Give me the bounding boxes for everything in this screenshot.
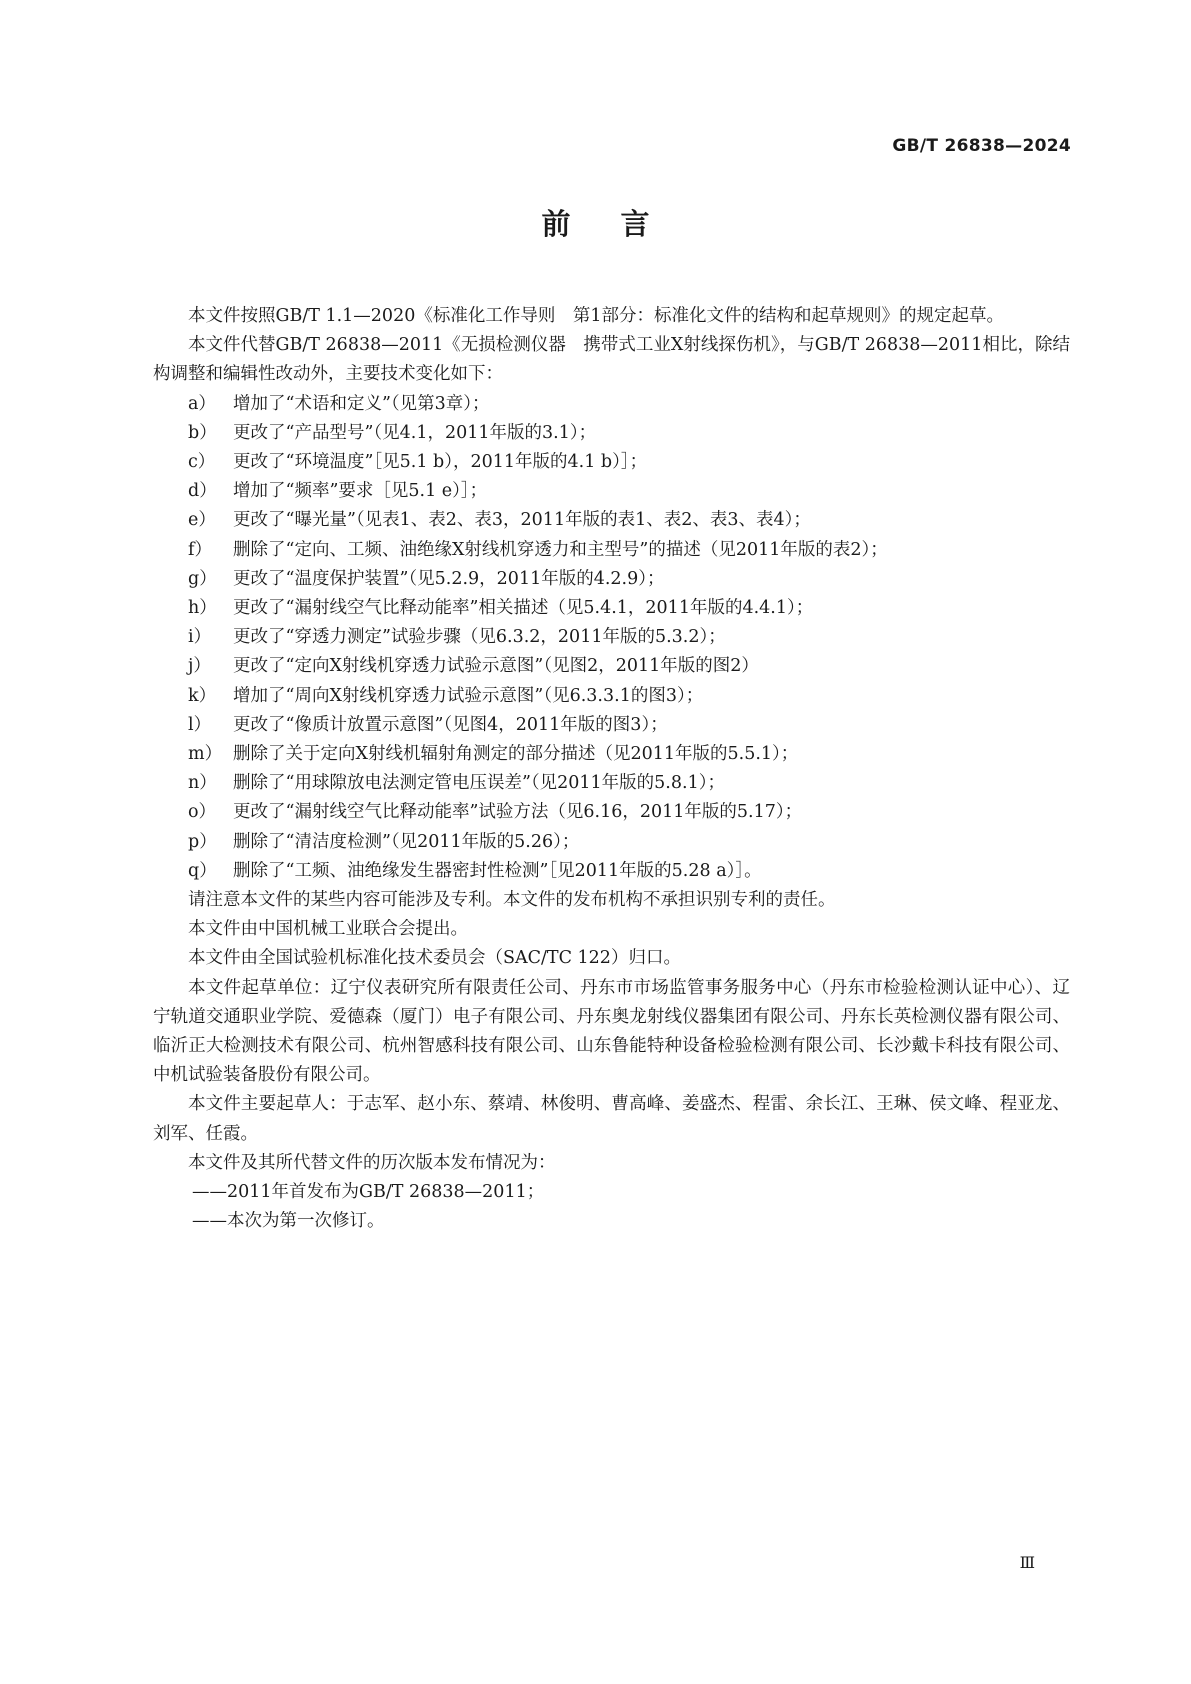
foreword-body <box>153 302 1070 1237</box>
list-item <box>153 857 1070 886</box>
list-item-text: 删除了“用球隙放电法测定管电压误差”（见2011年版的5.8.1）； <box>233 773 725 794</box>
patent-notice: 请注意本文件的某些内容可能涉及专利。本文件的发布机构不承担识别专利的责任。 <box>188 890 836 911</box>
committee-statement: 本文件由全国试验机标准化技术委员会（SAC/TC 122）归口。 <box>188 948 681 969</box>
list-item-text: 更改了“曝光量”（见表1、表2、表3，2011年版的表1、表2、表3、表4）； <box>233 510 811 531</box>
list-item <box>153 798 1070 827</box>
list-item-label: d） <box>188 481 217 502</box>
list-item <box>153 769 1070 798</box>
list-item-text: 更改了“漏射线空气比释动能率”试验方法（见6.16，2011年版的5.17）； <box>233 802 803 823</box>
drafters: 本文件主要起草人：于志军、赵小东、蔡靖、林俊明、曹高峰、姜盛杰、程雷、余长江、王琳、侯文峰、程亚龙、刘军、任霞。 <box>153 1094 1070 1144</box>
history-item: ——本次为第一次修订。 <box>192 1211 385 1232</box>
proposer-statement: 本文件由中国机械工业联合会提出。 <box>188 919 468 940</box>
list-item-text: 更改了“温度保护装置”（见5.2.9，2011年版的4.2.9）； <box>233 568 665 589</box>
list-item-text: 更改了“产品型号”（见4.1，2011年版的3.1）； <box>233 422 597 443</box>
list-item <box>153 623 1070 652</box>
list-item-text: 更改了“漏射线空气比释动能率”相关描述（见5.4.1，2011年版的4.4.1）； <box>233 598 814 619</box>
list-item <box>153 390 1070 419</box>
list-item-label: l） <box>188 714 212 735</box>
list-item-text: 更改了“定向X射线机穿透力试验示意图”（见图2，2011年版的图2） <box>233 656 759 677</box>
list-item-text: 删除了关于定向X射线机辐射角测定的部分描述（见2011年版的5.5.1）； <box>233 744 799 765</box>
list-item <box>153 477 1070 506</box>
standard-number: GB/T 26838—2024 <box>892 136 1071 156</box>
list-item-text: 更改了“像质计放置示意图”（见图4，2011年版的图3）； <box>233 714 668 735</box>
history-item: ——2011年首发布为GB/T 26838—2011； <box>192 1182 545 1203</box>
list-item <box>153 594 1070 623</box>
list-item <box>153 711 1070 740</box>
list-item-text: 增加了“频率”要求［见5.1 e）］； <box>233 481 488 502</box>
list-item <box>153 419 1070 448</box>
list-item <box>153 565 1070 594</box>
list-item-label: q） <box>188 860 217 881</box>
list-item <box>153 506 1070 535</box>
list-item <box>153 828 1070 857</box>
list-item-label: b） <box>188 422 217 443</box>
list-item-label: k） <box>188 685 217 706</box>
list-item-label: g） <box>188 568 217 589</box>
list-item-label: m） <box>188 744 223 765</box>
list-item-text: 删除了“定向、工频、油绝缘X射线机穿透力和主型号”的描述（见2011年版的表2）； <box>233 539 888 560</box>
version-history-intro: 本文件及其所代替文件的历次版本发布情况为： <box>188 1152 556 1173</box>
intro-paragraph-replacement: 本文件代替GB/T 26838—2011《无损检测仪器 携带式工业X射线探伤机》，与GB/T 26838—2011相比，除结构调整和编辑性改动外，主要技术变化如下： <box>153 335 1070 385</box>
technical-changes-list <box>153 390 1070 886</box>
list-item-label: c） <box>188 452 216 473</box>
list-item <box>153 740 1070 769</box>
list-item-text: 更改了“环境温度”［见5.1 b），2011年版的4.1 b）］； <box>233 452 648 473</box>
list-item-text: 增加了“周向X射线机穿透力试验示意图”（见6.3.3.1的图3）； <box>233 685 704 706</box>
list-item <box>153 536 1070 565</box>
intro-paragraph-drafting: 本文件按照GB/T 1.1—2020《标准化工作导则 第1部分：标准化文件的结构和起草规则》的规定起草。 <box>188 306 1004 326</box>
list-item-label: n） <box>188 773 217 794</box>
list-item-text: 增加了“术语和定义”（见第3章）； <box>233 393 490 414</box>
list-item-text: 更改了“穿透力测定”试验步骤（见6.3.2，2011年版的5.3.2）； <box>233 627 726 648</box>
drafting-organizations: 本文件起草单位：辽宁仪表研究所有限责任公司、丹东市市场监管事务服务中心（丹东市检验检测认证中心）、辽宁轨道交通职业学院、爱德森（厦门）电子有限公司、丹东奥龙射线仪器集团有限公司、丹东长英检测仪器有限公司、临沂正大检测技术有限公司、杭州智感科技有限公司、山东鲁能特种设备检验检测有限公司、长沙戴卡科技有限公司、中机试验装备股份有限公司。 <box>153 977 1070 1086</box>
list-item <box>153 652 1070 681</box>
list-item-label: h） <box>188 598 217 619</box>
list-item-text: 删除了“清洁度检测”（见2011年版的5.26）； <box>233 831 580 852</box>
list-item-label: o） <box>188 802 217 823</box>
list-item-label: j） <box>188 656 211 677</box>
list-item-text: 删除了“工频、油绝缘发生器密封性检测”［见2011年版的5.28 a）］。 <box>233 860 762 881</box>
list-item-label: i） <box>188 627 212 648</box>
page-title: 前 言 <box>541 207 650 241</box>
page-number: Ⅲ <box>1019 1553 1035 1572</box>
list-item-label: e） <box>188 510 216 531</box>
list-item-label: f） <box>188 539 212 560</box>
list-item <box>153 448 1070 477</box>
list-item <box>153 682 1070 711</box>
list-item-label: p） <box>188 831 217 852</box>
list-item-label: a） <box>188 393 216 414</box>
